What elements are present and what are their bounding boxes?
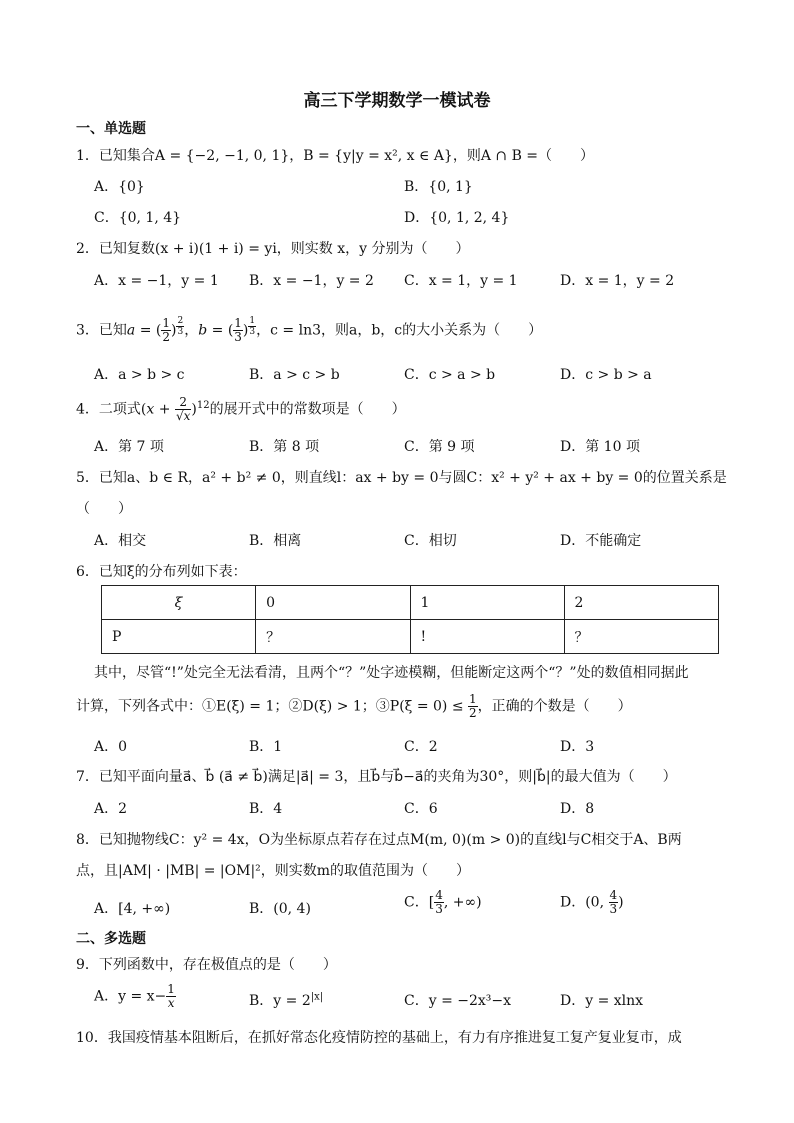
q4-option-b: B．第 8 项 xyxy=(249,439,320,455)
q4-option-a: A．第 7 项 xyxy=(94,439,164,455)
fraction-2-over-sqrt-x: $\frac{2}{√x}$ xyxy=(175,395,191,423)
q3-option-b: B．a > c > b xyxy=(249,367,340,383)
q9-option-c: C．y = −2x³−x xyxy=(404,993,512,1009)
question-8-stem-cont: 点，且|AM| · |MB| = |OM|²，则实数m的取值范围为（ ） xyxy=(76,863,471,879)
q4-option-d: D．第 10 项 xyxy=(560,439,640,455)
fraction-one-over-x: $\frac{1}{x}$ xyxy=(167,982,175,1010)
table-cell: ？ xyxy=(564,620,718,654)
question-6-stem: 6．已知ξ的分布列如下表： xyxy=(76,564,247,580)
q1-option-c: C．{0, 1, 4} xyxy=(94,210,182,226)
q6-option-a: A．0 xyxy=(94,739,128,755)
question-5-stem-cont: （ ） xyxy=(76,501,132,517)
q6-option-b: B．1 xyxy=(249,739,283,755)
q5-option-d: D．不能确定 xyxy=(560,533,642,549)
q8-option-c: C．[ $\frac{4}{3}$ , +∞) xyxy=(404,888,482,916)
table-row xyxy=(102,586,719,620)
table-cell: 1 xyxy=(410,586,564,620)
fraction-one-third: $\frac{1}{3}$ xyxy=(234,316,242,345)
fraction-four-thirds: $\frac{4}{3}$ xyxy=(609,888,618,916)
q2-option-d: D．x = 1，y = 2 xyxy=(560,273,675,289)
question-4-stem: 4．二项式(x + $\frac{2}{√x}$ )$^{12}$的展开式中的常数项是（ ） xyxy=(76,395,406,423)
table-cell: ξ xyxy=(102,586,256,620)
fraction-one-half: $\frac{1}{2}$ xyxy=(162,316,171,345)
fraction-one-half: $\frac{1}{2}$ xyxy=(469,692,477,720)
q8-option-a: A．[4, +∞) xyxy=(94,901,171,917)
question-3-stem: 3．已知a = ( $\frac{1}{2}$ ) $^{\frac{2}{3}}$ ，b = ( $\frac{1}{3}$ ) $^{\frac{1}{3}}$ ，c = ln3，则a，b，c的大小关系为（ ） xyxy=(76,316,543,345)
question-7-stem: 7．已知平面向量a⃗、b⃗ (a⃗ ≠ b⃗)满足|a⃗| = 3，且b⃗与b⃗−a⃗的夹角为30°，则|b⃗|的最大值为（ ） xyxy=(76,769,677,785)
q6-option-c: C．2 xyxy=(404,739,438,755)
q7-option-b: B．4 xyxy=(249,801,283,817)
q4-option-c: C．第 9 项 xyxy=(404,439,475,455)
q9-option-b: B．$y = 2^{|x|}$ xyxy=(249,991,324,1009)
q7-option-d: D．8 xyxy=(560,801,595,817)
table-cell: ？ xyxy=(256,620,410,654)
table-cell: ! xyxy=(410,620,564,654)
question-6-paragraph-2: 计算，下列各式中：①E(ξ) = 1；②D(ξ) > 1；③P(ξ = 0) ≤ $\frac{1}{2}$ ，正确的个数是（ ） xyxy=(76,692,632,720)
table-cell: 2 xyxy=(564,586,718,620)
section-heading-single: 一、单选题 xyxy=(76,121,146,137)
q5-option-a: A．相交 xyxy=(94,533,147,549)
q3-option-c: C．c > a > b xyxy=(404,367,496,383)
question-1-stem: 1．已知集合A = {−2, −1, 0, 1}，B = {y|y = x², x ∈ A}，则A ∩ B =（ ） xyxy=(76,148,595,164)
q8-option-d: D．(0, $\frac{4}{3}$ ) xyxy=(560,888,624,916)
q9-option-a: A．y = x− $\frac{1}{x}$ xyxy=(94,982,175,1010)
fraction-four-thirds: $\frac{4}{3}$ xyxy=(435,888,443,916)
q2-option-c: C．x = 1，y = 1 xyxy=(404,273,518,289)
table-cell: 0 xyxy=(256,586,410,620)
q6-option-d: D．3 xyxy=(560,739,595,755)
q3-option-a: A．a > b > c xyxy=(94,367,185,383)
q5-option-c: C．相切 xyxy=(404,533,457,549)
table-row xyxy=(102,620,719,654)
q8-option-b: B．(0, 4) xyxy=(249,901,311,917)
question-9-stem: 9．下列函数中，存在极值点的是（ ） xyxy=(76,957,337,973)
distribution-table xyxy=(101,585,719,654)
table-cell: P xyxy=(102,620,256,654)
q3-option-d: D．c > b > a xyxy=(560,367,652,383)
q1-option-d: D．{0, 1, 2, 4} xyxy=(404,210,510,226)
question-6-paragraph-1: 其中，尽管“!”处完全无法看清，且两个“？”处字迹模糊，但能断定这两个“？”处的数值相同据此 xyxy=(94,665,689,681)
q5-option-b: B．相离 xyxy=(249,533,302,549)
question-10-stem: 10．我国疫情基本阻断后，在抓好常态化疫情防控的基础上，有力有序推进复工复产复业复市，成 xyxy=(76,1030,682,1046)
question-2-stem: 2．已知复数(x + i)(1 + i) = yi，则实数 x，y 分别为（ ） xyxy=(76,241,470,257)
q7-option-a: A．2 xyxy=(94,801,128,817)
q2-option-a: A．x = −1，y = 1 xyxy=(94,273,219,289)
section-heading-multi: 二、多选题 xyxy=(76,931,146,947)
q9-option-d: D．y = xlnx xyxy=(560,993,644,1009)
page-title: 高三下学期数学一模试卷 xyxy=(303,91,491,111)
question-5-stem: 5．已知a、b ∈ R，a² + b² ≠ 0，则直线l：ax + by = 0与圆C：x² + y² + ax + by = 0的位置关系是 xyxy=(76,470,727,486)
q7-option-c: C．6 xyxy=(404,801,438,817)
q1-option-b: B．{0, 1} xyxy=(404,179,473,195)
question-8-stem: 8．已知抛物线C：y² = 4x，O为坐标原点若存在过点M(m, 0)(m > 0)的直线l与C相交于A、B两 xyxy=(76,832,682,848)
q2-option-b: B．x = −1，y = 2 xyxy=(249,273,374,289)
q1-option-a: A．{0} xyxy=(94,179,145,195)
